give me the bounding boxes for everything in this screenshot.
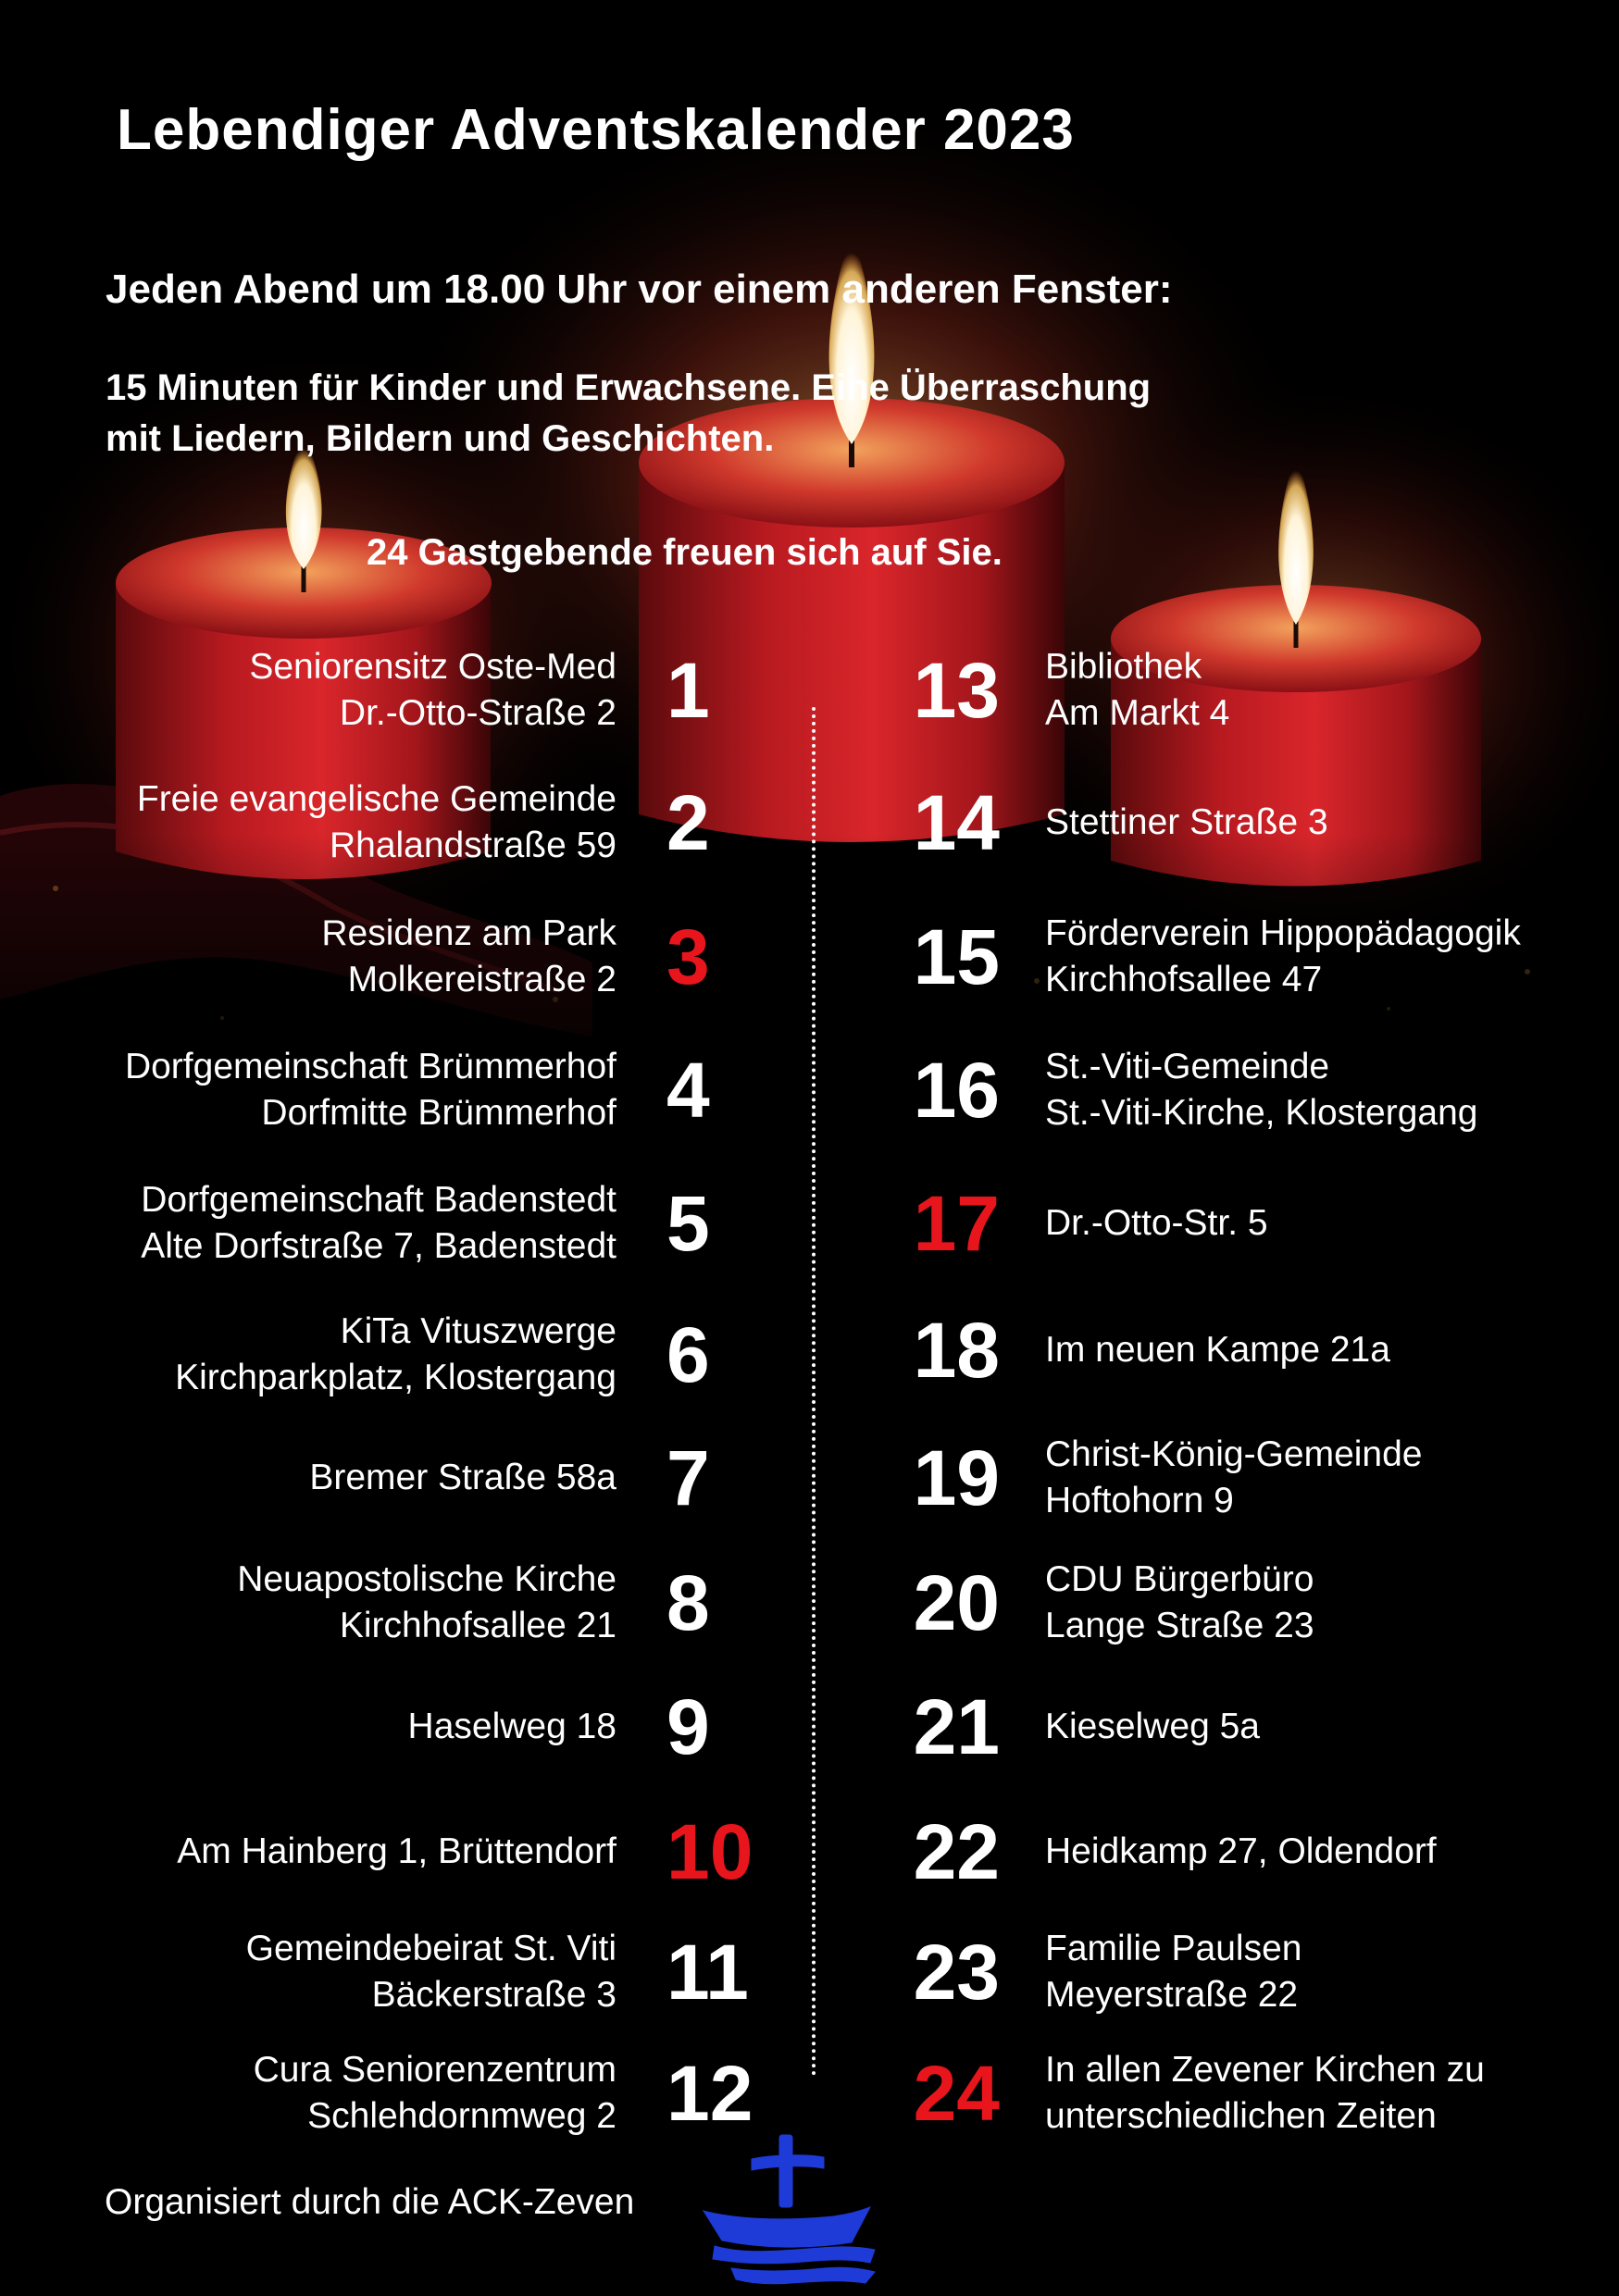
host-info <box>1045 1920 1301 2024</box>
calendar-entry <box>0 905 1619 1009</box>
host-name: Förderverein Hippopädagogik <box>1045 913 1521 953</box>
host-address: Bäckerstraße 3 <box>371 1975 616 2015</box>
host-info <box>1045 1551 1314 1655</box>
host-name: Familie Paulsen <box>1045 1929 1302 1968</box>
calendar-entry <box>0 771 1619 875</box>
host-name: Cura Seniorenzentrum <box>253 2050 616 2090</box>
host-address: Meyerstraße 22 <box>1045 1975 1299 2015</box>
host-info <box>1045 1800 1437 1904</box>
host-address: unterschiedlichen Zeiten <box>1045 2096 1437 2136</box>
host-address: St.-Viti-Kirche, Klostergang <box>1045 1093 1478 1133</box>
host-name: Neuapostolische Kirche <box>237 1559 616 1599</box>
footer-organizer: Organisiert durch die ACK-Zeven <box>105 2182 635 2222</box>
subtitle: Jeden Abend um 18.00 Uhr vor einem anderen Fenster: <box>106 267 1173 312</box>
host-name: CDU Bürgerbüro <box>1045 1559 1314 1599</box>
host-address: Hoftohorn 9 <box>1045 1481 1234 1520</box>
day-number: 1 <box>666 647 710 734</box>
calendar-entry <box>0 1920 1619 2024</box>
day-number: 10 <box>666 1808 753 1895</box>
intro-line-1: 15 Minuten für Kinder und Erwachsene. Eine Überraschung <box>106 367 1152 408</box>
host-info <box>1045 2042 1485 2145</box>
page-title: Lebendiger Adventskalender 2023 <box>117 98 1075 162</box>
day-number: 19 <box>913 1434 1000 1521</box>
calendar-entry <box>0 1800 1619 1904</box>
host-address: Lange Straße 23 <box>1045 1606 1314 1645</box>
host-name: In allen Zevener Kirchen zu <box>1045 2050 1485 2090</box>
host-name: Stettiner Straße 3 <box>1045 802 1328 842</box>
host-address: Rhalandstraße 59 <box>329 825 616 865</box>
day-number: 9 <box>666 1683 710 1770</box>
host-info <box>1045 771 1328 875</box>
day-number: 5 <box>666 1180 710 1267</box>
host-name: Dorfgemeinschaft Brümmerhof <box>124 1047 616 1086</box>
host-name: Bremer Straße 58a <box>309 1458 616 1497</box>
host-address: Molkereistraße 2 <box>347 960 616 999</box>
host-name: Residenz am Park <box>321 913 616 953</box>
day-number: 12 <box>666 2050 753 2137</box>
host-name: Haselweg 18 <box>407 1706 616 1746</box>
day-number: 3 <box>666 913 710 1000</box>
day-number: 17 <box>913 1180 1000 1267</box>
calendar-entry <box>0 1298 1619 1402</box>
calendar-entry <box>0 1551 1619 1655</box>
host-address: Kirchparkplatz, Klostergang <box>175 1358 616 1397</box>
host-address: Am Markt 4 <box>1045 693 1230 733</box>
day-number: 14 <box>913 779 1000 866</box>
day-number: 24 <box>913 2050 1000 2137</box>
host-name: KiTa Vituszwerge <box>340 1311 616 1351</box>
host-name: Christ-König-Gemeinde <box>1045 1434 1423 1474</box>
host-name: Dr.-Otto-Str. 5 <box>1045 1203 1268 1243</box>
host-info <box>1045 1038 1478 1142</box>
day-number: 18 <box>913 1307 1000 1394</box>
host-name: Freie evangelische Gemeinde <box>136 779 616 819</box>
host-address: Kirchhofsallee 21 <box>339 1606 616 1645</box>
calendar-entry <box>0 1675 1619 1779</box>
day-number: 22 <box>913 1808 1000 1895</box>
host-info <box>1045 1426 1423 1530</box>
host-address: Dr.-Otto-Straße 2 <box>339 693 616 733</box>
day-number: 13 <box>913 647 1000 734</box>
host-info <box>1045 639 1229 742</box>
calendar-entry <box>0 1038 1619 1142</box>
day-number: 16 <box>913 1047 1000 1134</box>
host-address: Kirchhofsallee 47 <box>1045 960 1323 999</box>
day-number: 7 <box>666 1434 710 1521</box>
host-name: Seniorensitz Oste-Med <box>249 647 616 687</box>
day-number: 8 <box>666 1559 710 1646</box>
intro-line-2: mit Liedern, Bildern und Geschichten. <box>106 418 775 459</box>
host-name: Kieselweg 5a <box>1045 1706 1260 1746</box>
host-address: Alte Dorfstraße 7, Badenstedt <box>141 1226 616 1266</box>
day-number: 11 <box>666 1929 749 2016</box>
day-number: 21 <box>913 1683 1000 1770</box>
calendar-entry <box>0 2042 1619 2145</box>
host-name: Im neuen Kampe 21a <box>1045 1330 1390 1370</box>
host-name: Am Hainberg 1, Brüttendorf <box>177 1831 616 1871</box>
day-number: 6 <box>666 1311 710 1398</box>
day-number: 2 <box>666 779 710 866</box>
host-address: Schlehdornmweg 2 <box>307 2096 616 2136</box>
host-name: Heidkamp 27, Oldendorf <box>1045 1831 1437 1871</box>
host-name: St.-Viti-Gemeinde <box>1045 1047 1330 1086</box>
host-info <box>1045 1298 1390 1402</box>
day-number: 4 <box>666 1047 710 1134</box>
host-address: Dorfmitte Brümmerhof <box>261 1093 616 1133</box>
host-info <box>1045 1172 1268 1275</box>
day-number: 15 <box>913 913 1000 1000</box>
host-info <box>1045 1675 1260 1779</box>
day-number: 20 <box>913 1559 1000 1646</box>
host-name: Dorfgemeinschaft Badenstedt <box>141 1180 616 1220</box>
day-number: 23 <box>913 1929 1000 2016</box>
ack-logo-icon <box>694 2133 879 2290</box>
host-name: Gemeindebeirat St. Viti <box>245 1929 616 1968</box>
host-name: Bibliothek <box>1045 647 1202 687</box>
hosts-line: 24 Gastgebende freuen sich auf Sie. <box>367 532 1003 573</box>
intro-text <box>106 363 1151 465</box>
calendar-entry <box>0 1172 1619 1275</box>
calendar-entry <box>0 1426 1619 1530</box>
host-info <box>1045 905 1521 1009</box>
calendar-entry <box>0 639 1619 742</box>
